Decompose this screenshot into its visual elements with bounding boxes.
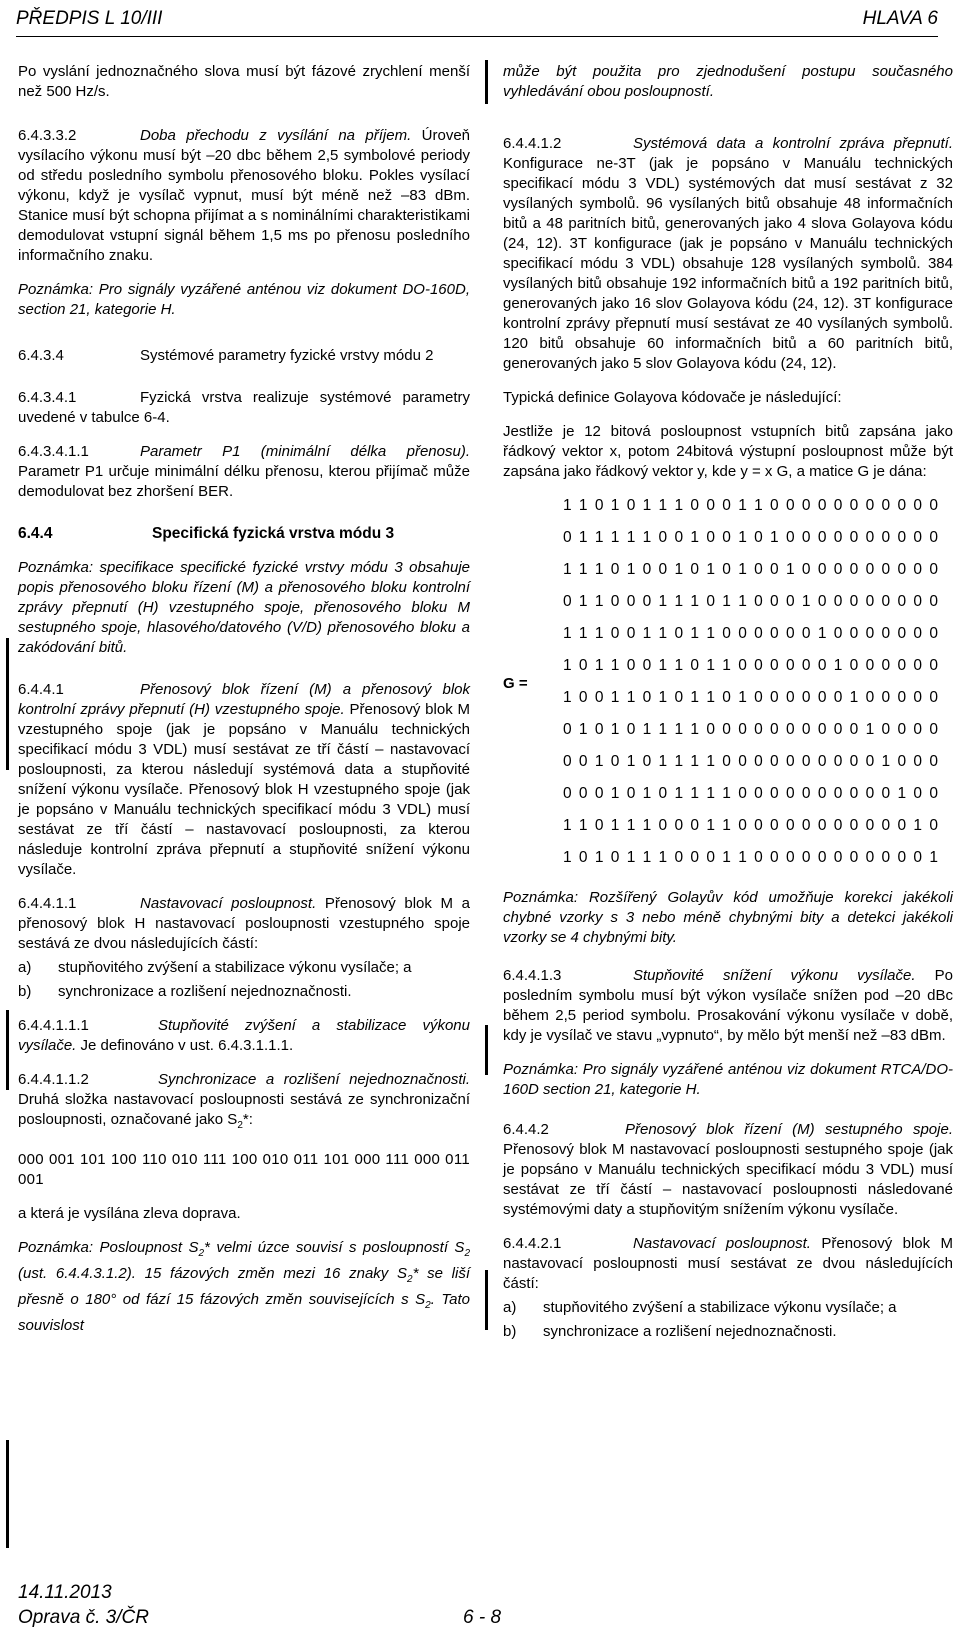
section-number: 6.4.4.1.2 <box>503 135 562 152</box>
list-item-a <box>503 1298 953 1318</box>
section-title: Synchronizace a rozlišení nejednoznačnosti. <box>158 1071 470 1088</box>
section-6-4-3-4-1 <box>18 388 470 428</box>
section-title: Nastavovací posloupnost. <box>633 1235 811 1252</box>
subscript: 2 <box>407 1274 413 1285</box>
subscript: 2 <box>198 1248 205 1259</box>
section-body: Druhá složka nastavovací posloupnosti sestává ze synchronizační posloupnosti, označované jako S <box>18 1091 470 1128</box>
note-rtca: Poznámka: Pro signály vyzářené anténou viz dokument RTCA/DO-160D section 21, kategorie H. <box>503 1061 953 1098</box>
section-6-4-4-1-1-2 <box>18 1070 470 1136</box>
section-body: Po posledním symbolu musí být výkon vysílače snížen pod –20 dBc během 2,5 period symbolu. Prosakování výkonu vysílače v době, kdy je vysílač ve stavu „vypnuto“, by mělo být menší než –83 dBm. <box>503 967 953 1044</box>
list-text: synchronizace a rozlišení nejednoznačnosti. <box>58 983 352 1000</box>
list-marker: a) <box>503 1299 517 1316</box>
matrix-row: 1 1 0 1 0 1 1 1 0 0 0 1 1 0 0 0 0 0 0 0 0 0 0 0 <box>563 497 938 514</box>
left-column <box>18 62 470 1350</box>
section-body: Konfigurace ne-3T (jak je popsáno v Manuálu technických specifikací módu 3 VDL) systémových dat musí sestávat z 32 vysílaných symbolů. 96 vysílaných bitů obsahuje 48 informačních bitů a 48 paritních bitů, generovaných jako 4 slova Golayova kódu (24, 12). 3T konfigurace (jak je popsáno v Manuálu technických specifikací módu 3 VDL) obsahuje 128 vysílaných symbolů. 384 vysílaných bitů obsahuje 192 informačních bitů a 192 paritních bitů, generovaných jako 16 slov Golayova kódu (24, 12). 3T konfigurace kontrolní zprávy přepnutí musí sestávat ze 40 vysílaných symbolů. 120 bitů obsahuje 60 informačních bitů a 60 paritních bitů, generovaných jako 5 slov Golayova kódu (24, 12). <box>503 155 953 372</box>
section-6-4-4-1-1-1 <box>18 1016 470 1056</box>
section-title: Systémová data a kontrolní zpráva přepnutí. <box>633 135 953 152</box>
section-body: Je definováno v ust. 6.4.3.1.1.1. <box>80 1037 294 1054</box>
section-number: 6.4.3.4.1.1 <box>18 443 89 460</box>
matrix-label: G = <box>503 675 528 692</box>
list-text: stupňovitého zvýšení a stabilizace výkonu vysílače; a <box>543 1299 897 1316</box>
continued-note: může být použita pro zjednodušení postupu současného vyhledávání obou posloupností. <box>503 63 953 100</box>
section-title: Stupňovité snížení výkonu vysílače. <box>633 967 916 984</box>
matrix-row: 1 0 0 1 1 0 1 0 1 1 0 1 0 0 0 0 0 0 1 0 0 0 0 0 <box>563 689 938 706</box>
section-number: 6.4.4.1.1.1 <box>18 1017 89 1034</box>
sync-sequence: 000 001 101 100 110 010 111 100 010 011 101 000 111 000 011 001 <box>18 1151 470 1188</box>
note-do160d: Poznámka: Pro signály vyzářené anténou viz dokument DO-160D, section 21, kategorie H. <box>18 281 470 318</box>
list-marker: b) <box>18 983 32 1000</box>
section-6-4-3-3-2 <box>18 126 470 266</box>
section-6-4-4-2-1 <box>503 1234 953 1294</box>
sequence-note: a která je vysílána zleva doprava. <box>18 1205 241 1222</box>
note-golay: Poznámka: Rozšířený Golayův kód umožňuje korekci jakékoli chybné vzorky s 3 nebo méně chybnými bity a detekci jakékoli vzorky se 4 chybnými bity. <box>503 889 953 946</box>
golay-intro: Typická definice Golayova kódovače je následující: <box>503 389 842 406</box>
change-bar-right-mid <box>485 1270 488 1330</box>
section-number: 6.4.4.1 <box>18 681 64 698</box>
section-body: Fyzická vrstva realizuje systémové parametry uvedené v tabulce 6-4. <box>18 389 470 426</box>
section-number: 6.4.4 <box>18 525 53 542</box>
matrix-row: 0 1 0 1 0 1 1 1 1 0 0 0 0 0 0 0 0 0 0 1 0 0 0 0 <box>563 721 938 738</box>
matrix-row: 0 0 0 1 0 1 0 1 1 1 1 0 0 0 0 0 0 0 0 0 0 1 0 0 <box>563 785 938 802</box>
page-number: 6 - 8 <box>463 1607 502 1628</box>
section-6-4-4-1-3 <box>503 966 953 1046</box>
note-part: * se liší přesně o 180° od fází 15 fázových změn souvisejících s S <box>18 1265 470 1308</box>
section-6-4-4-2 <box>503 1120 953 1220</box>
section-title: Doba přechodu z vysílání na příjem. <box>140 127 412 144</box>
change-bar-left-bottom <box>6 1440 9 1548</box>
section-title: Parametr P1 (minimální délka přenosu). <box>140 443 470 460</box>
subscript: 2 <box>237 1120 243 1131</box>
list-marker: a) <box>18 959 32 976</box>
section-number: 6.4.3.4.1 <box>18 389 77 406</box>
golay-definition: Jestliže je 12 bitová posloupnost vstupních bitů zapsána jako řádkový vektor x, potom 24bitová výstupní posloupnost může být zapsána jako řádkový vektor y, kde y = x G, a matice G je dána: <box>503 423 953 480</box>
list-item-b <box>503 1322 953 1342</box>
matrix-row: 0 1 1 1 1 1 0 0 1 0 0 1 0 1 0 0 0 0 0 0 0 0 0 0 <box>563 529 938 546</box>
matrix-row: 0 1 1 0 0 0 1 1 1 0 1 1 0 0 0 1 0 0 0 0 0 0 0 0 <box>563 593 938 610</box>
subscript: 2 <box>425 1300 431 1311</box>
section-title: Přenosový blok řízení (M) sestupného spoje. <box>625 1121 953 1138</box>
list-text: stupňovitého zvýšení a stabilizace výkonu vysílače; a <box>58 959 412 976</box>
section-title: Přenosový blok řízení (M) a přenosový blok kontrolní zprávy přepnutí (H) vzestupného spoje. <box>18 681 470 718</box>
change-bar-left-note <box>6 638 9 770</box>
section-title: Systémové parametry fyzické vrstvy módu 2 <box>140 347 434 364</box>
section-number: 6.4.4.1.1.2 <box>18 1071 89 1088</box>
section-title: Stupňovité zvýšení a stabilizace výkonu vysílače. <box>18 1017 470 1054</box>
section-6-4-4-1-1 <box>18 894 470 954</box>
note-part: . Tato souvislost <box>18 1291 471 1334</box>
section-6-4-3-4-1-1 <box>18 442 470 502</box>
matrix-row: 1 1 1 0 0 1 1 0 1 1 0 0 0 0 0 0 1 0 0 0 0 0 0 0 <box>563 625 938 642</box>
note-part: (ust. 6.4.4.3.1.2). 15 fázových změn mezi 16 znaky S <box>18 1265 407 1282</box>
section-body: Přenosový blok M a přenosový blok H nastavovací posloupnosti vzestupného spoje sestává ze dvou následujících částí: <box>18 895 470 952</box>
intro-paragraph: Po vyslání jednoznačného slova musí být fázové zrychlení menší než 500 Hz/s. <box>18 63 470 100</box>
section-title: Specifická fyzická vrstva módu 3 <box>152 525 395 542</box>
section-number: 6.4.3.4 <box>18 347 64 364</box>
note-mode3-spec: Poznámka: specifikace specifické fyzické vrstvy módu 3 obsahuje popis přenosového bloku řízení (M) a přenosového bloku kontrolní zprávy přepnutí (H) vzestupného spoje, přenosového bloku M sestupného spoje, hlasového/datového (V/D) přenosového bloku a zakódování bitů. <box>18 559 470 656</box>
right-column <box>503 62 953 1346</box>
change-bar-left-section <box>6 1010 9 1090</box>
section-6-4-4-1-2 <box>503 134 953 374</box>
running-header-regulation: PŘEDPIS L 10/III <box>16 8 163 29</box>
change-bar-right-top <box>485 60 488 104</box>
footer-amendment: Oprava č. 3/ČR <box>18 1607 149 1628</box>
section-body: Přenosový blok M nastavovací posloupnosti sestupného spoje (jak je popsáno v Manuálu technických specifikací módu 3 VDL) musí sestávat ze tří částí – nastavovací posloupnosti následované systémovými daty a stupňovitým snížením výkonu vysílače. <box>503 1141 953 1218</box>
matrix-row: 0 0 1 0 1 0 1 1 1 1 0 0 0 0 0 0 0 0 0 0 1 0 0 0 <box>563 753 938 770</box>
section-body: Úroveň vysílacího výkonu musí být –20 dbc během 2,5 symbolové periody od středu posledního symbolu přenosového bloku. Pokles vysílací výkonu, když je vysílač vypnut, musí být méně než –83 dBm. Stanice musí být schopna přijímat a s nominálními charakteristikami demodulovat vstupní signál během 1,5 ms po přenosu posledního informačního znaku. <box>18 127 471 264</box>
section-number: 6.4.4.2 <box>503 1121 549 1138</box>
section-6-4-4-heading <box>18 524 470 544</box>
section-body: Přenosový blok M nastavovací posloupnosti musí sestávat ze dvou následujících částí: <box>503 1235 953 1292</box>
list-text: synchronizace a rozlišení nejednoznačnosti. <box>543 1323 837 1340</box>
section-number: 6.4.4.2.1 <box>503 1235 562 1252</box>
running-header-chapter: HLAVA 6 <box>862 8 938 29</box>
subscript: 2 <box>464 1248 470 1259</box>
section-6-4-4-1 <box>18 680 470 880</box>
matrix-row: 1 0 1 0 1 1 1 0 0 0 1 1 0 0 0 0 0 0 0 0 0 0 0 1 <box>563 849 938 866</box>
section-body: Parametr P1 určuje minimální délku přenosu, kterou přijímač může demodulovat bez zhoršení BER. <box>18 463 470 500</box>
section-body: Přenosový blok M vzestupného spoje (jak je popsáno v Manuálu technických specifikací módu 3 VDL) musí sestávat ze tří částí – nastavovací posloupnosti, za kterou následují systémová data a stupňovité snížení výkonu vysílače. Přenosový blok H vzestupného spoje (jak je popsáno v Manuálu technických specifikací módu 3 VDL) musí sestávat ze tří částí – nastavovací posloupnosti, za kterou následuje kontrolní zpráva přepnutí a stupňovité snížení výkonu vysílače. <box>18 701 470 878</box>
generator-matrix <box>503 496 953 878</box>
matrix-row: 1 1 1 0 1 0 0 1 0 1 0 1 0 0 1 0 0 0 0 0 0 0 0 0 <box>563 561 938 578</box>
section-title: Nastavovací posloupnost. <box>140 895 317 912</box>
matrix-row: 1 1 0 1 1 1 0 0 0 1 1 0 0 0 0 0 0 0 0 0 0 0 1 0 <box>563 817 938 834</box>
section-number: 6.4.4.1.3 <box>503 967 562 984</box>
list-marker: b) <box>503 1323 517 1340</box>
section-body-end: *: <box>242 1111 253 1128</box>
note-s2-sequence <box>18 1238 470 1336</box>
section-6-4-3-4 <box>18 346 470 366</box>
section-number: 6.4.4.1.1 <box>18 895 77 912</box>
list-item-a <box>18 958 470 978</box>
header-rule <box>16 36 938 37</box>
section-number: 6.4.3.3.2 <box>18 127 77 144</box>
change-bar-right-note <box>485 1025 488 1075</box>
footer-date: 14.11.2013 <box>18 1582 112 1603</box>
note-part: Poznámka: Posloupnost S <box>18 1239 199 1256</box>
matrix-row: 1 0 1 1 0 0 1 1 0 1 1 0 0 0 0 0 0 1 0 0 0 0 0 0 <box>563 657 938 674</box>
list-item-b <box>18 982 470 1002</box>
note-part: * velmi úzce souvisí s posloupností S <box>204 1239 465 1256</box>
